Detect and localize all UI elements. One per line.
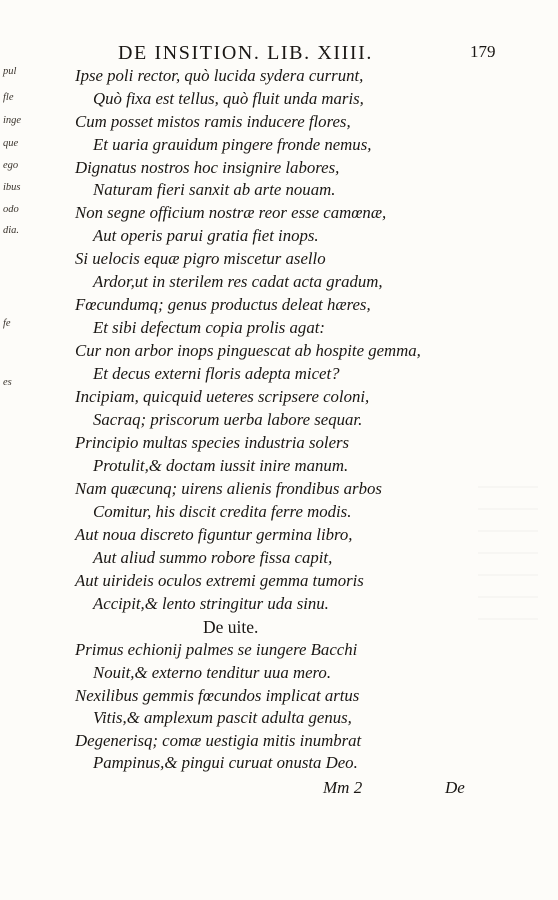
verse-line: Accipit,& lento stringitur uda sinu.: [93, 594, 329, 613]
verse-line: Primus echionij palmes se iungere Bacchi: [75, 640, 358, 659]
verse-line: Fœcundumq; genus productus deleat hæres,: [75, 295, 371, 314]
folio-number: 179: [470, 42, 496, 61]
verse-line: Nexilibus gemmis fœcundos implicat artus: [75, 686, 360, 705]
margin-note: ego: [3, 160, 19, 171]
verse-line: Non segne officium nostræ reor esse camœnæ,: [75, 203, 387, 222]
verse-line: Ipse poli rector, quò lucida sydera currunt,: [75, 66, 364, 85]
verse-line: Principio multas species industria solers: [75, 433, 350, 452]
running-header: [118, 42, 496, 65]
show-through-shading: [478, 480, 538, 620]
verse-line: Aut aliud summo robore fissa capit,: [93, 548, 333, 567]
verse-line: Sacraq; priscorum uerba labore sequar.: [93, 410, 363, 429]
margin-note: fle: [3, 92, 14, 103]
verse-line: Incipiam, quicquid ueteres scripsere coloni,: [75, 387, 370, 406]
margin-note: que: [3, 138, 19, 149]
verse-line: Aut uirideis oculos extremi gemma tumoris: [75, 571, 364, 590]
verse-line: Naturam fieri sanxit ab arte nouam.: [93, 180, 336, 199]
margin-note: dia.: [3, 225, 20, 236]
running-title: DE INSITION. LIB. XIIII.: [118, 42, 374, 64]
margin-note: inge: [3, 115, 22, 126]
verse-line: Ardor,ut in sterilem res cadat acta gradum,: [93, 272, 383, 291]
verse-line: Quò fixa est tellus, quò fluit unda maris,: [93, 89, 364, 108]
verse-line: Degenerisq; comæ uestigia mitis inumbrat: [75, 731, 362, 750]
verse-line: Si uelocis equæ pigro miscetur asello: [75, 249, 326, 268]
verse-line: Comitur, his discit credita ferre modis.: [93, 502, 352, 521]
margin-note: es: [3, 377, 12, 388]
verse-line: Pampinus,& pingui curuat onusta Deo.: [93, 753, 358, 772]
verse-line: Aut noua discreto figuntur germina libro,: [75, 525, 353, 544]
verse-line: Nouit,& externo tenditur uua mero.: [93, 663, 332, 682]
margin-note: fe: [3, 318, 11, 329]
margin-note: odo: [3, 204, 19, 215]
verse-line: Vitis,& amplexum pascit adulta genus,: [93, 708, 352, 727]
verse-line: Cur non arbor inops pinguescat ab hospite gemma,: [75, 341, 421, 360]
verse-line: Nam quæcunq; uirens alienis frondibus arbos: [75, 479, 382, 498]
verse-line: Protulit,& doctam iussit inire manum.: [93, 456, 349, 475]
verse-line: Et decus externi floris adepta micet?: [93, 364, 340, 383]
verse-line: Et sibi defectum copia prolis agat:: [93, 318, 325, 337]
catchword: De: [445, 778, 465, 797]
verse-line: Et uaria grauidum pingere fronde nemus,: [93, 135, 372, 154]
margin-note: ibus: [3, 182, 21, 193]
signature-mark: Mm 2: [323, 778, 363, 797]
section-heading: De uite.: [203, 617, 259, 637]
verse-line: Aut operis parui gratia fiet inops.: [93, 226, 319, 245]
verse-line: Cum posset mistos ramis inducere flores,: [75, 112, 351, 131]
verse-line: Dignatus nostros hoc insignire labores,: [75, 158, 340, 177]
margin-note: pul: [3, 66, 17, 77]
